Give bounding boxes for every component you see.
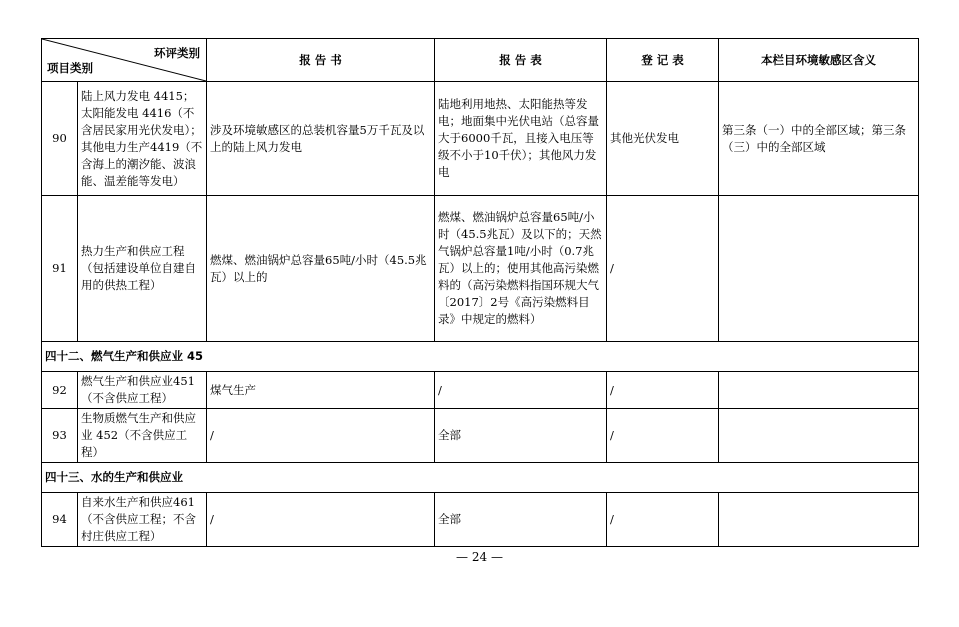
report-book-cell: 涉及环境敏感区的总装机容量5万千瓦及以上的陆上风力发电 — [207, 82, 435, 196]
report-book-header: 报 告 书 — [207, 39, 435, 82]
report-table-cell: 全部 — [435, 409, 607, 463]
report-table-header: 报 告 表 — [435, 39, 607, 82]
sensitive-area-cell: 第三条（一）中的全部区域；第三条（三）中的全部区域 — [719, 82, 919, 196]
row-number: 90 — [42, 82, 78, 196]
report-table-cell: / — [435, 372, 607, 409]
row-number: 94 — [42, 493, 78, 547]
report-table-cell: 全部 — [435, 493, 607, 547]
table-row — [42, 372, 919, 409]
project-category: 自来水生产和供应461（不含供应工程；不含村庄供应工程） — [78, 493, 207, 547]
report-table-cell: 陆地利用地热、太阳能热等发电；地面集中光伏电站（总容量大于6000千瓦，且接入电压等级不小于10千伏）；其他风力发电 — [435, 82, 607, 196]
row-number: 92 — [42, 372, 78, 409]
project-category: 热力生产和供应工程（包括建设单位自建自用的供热工程） — [78, 196, 207, 342]
register-table-cell: / — [607, 409, 719, 463]
project-category: 燃气生产和供应业451（不含供应工程） — [78, 372, 207, 409]
sensitive-area-cell — [719, 372, 919, 409]
row-number: 93 — [42, 409, 78, 463]
report-book-cell: 燃煤、燃油锅炉总容量65吨/小时（45.5兆瓦）以上的 — [207, 196, 435, 342]
section-row — [42, 342, 919, 372]
section-title-43: 四十三、水的生产和供应业 — [42, 463, 919, 493]
project-category: 陆上风力发电 4415；太阳能发电 4416（不含居民家用光伏发电）；其他电力生产4419（不含海上的潮汐能、波浪能、温差能等发电） — [78, 82, 207, 196]
classification-table — [41, 38, 919, 547]
section-title-42: 四十二、燃气生产和供应业 45 — [42, 342, 919, 372]
sensitive-area-cell — [719, 409, 919, 463]
register-table-cell: / — [607, 372, 719, 409]
page-number: — 24 — — [456, 550, 503, 564]
table-row — [42, 196, 919, 342]
sensitive-area-cell — [719, 493, 919, 547]
sensitive-area-cell — [719, 196, 919, 342]
table-row — [42, 409, 919, 463]
corner-bottom-label: 项目类别 — [47, 61, 93, 75]
table-header-row — [42, 39, 919, 82]
section-row — [42, 463, 919, 493]
table-row — [42, 82, 919, 196]
report-book-cell: / — [207, 493, 435, 547]
table-row — [42, 493, 919, 547]
register-table-cell: / — [607, 196, 719, 342]
sensitive-area-header: 本栏目环境敏感区含义 — [719, 39, 919, 82]
report-book-cell: / — [207, 409, 435, 463]
project-category: 生物质燃气生产和供应业 452（不含供应工程） — [78, 409, 207, 463]
register-table-cell: / — [607, 493, 719, 547]
report-book-cell: 煤气生产 — [207, 372, 435, 409]
corner-top-label: 环评类别 — [154, 46, 200, 60]
row-number: 91 — [42, 196, 78, 342]
corner-header-cell — [42, 39, 207, 82]
register-table-cell: 其他光伏发电 — [607, 82, 719, 196]
report-table-cell: 燃煤、燃油锅炉总容量65吨/小时（45.5兆瓦）及以下的；天然气锅炉总容量1吨/小时（0.7兆瓦）以上的；使用其他高污染燃料的（高污染燃料指国环规大气〔2017〕2号《高污染燃料目录》中规定的燃料） — [435, 196, 607, 342]
register-table-header: 登 记 表 — [607, 39, 719, 82]
